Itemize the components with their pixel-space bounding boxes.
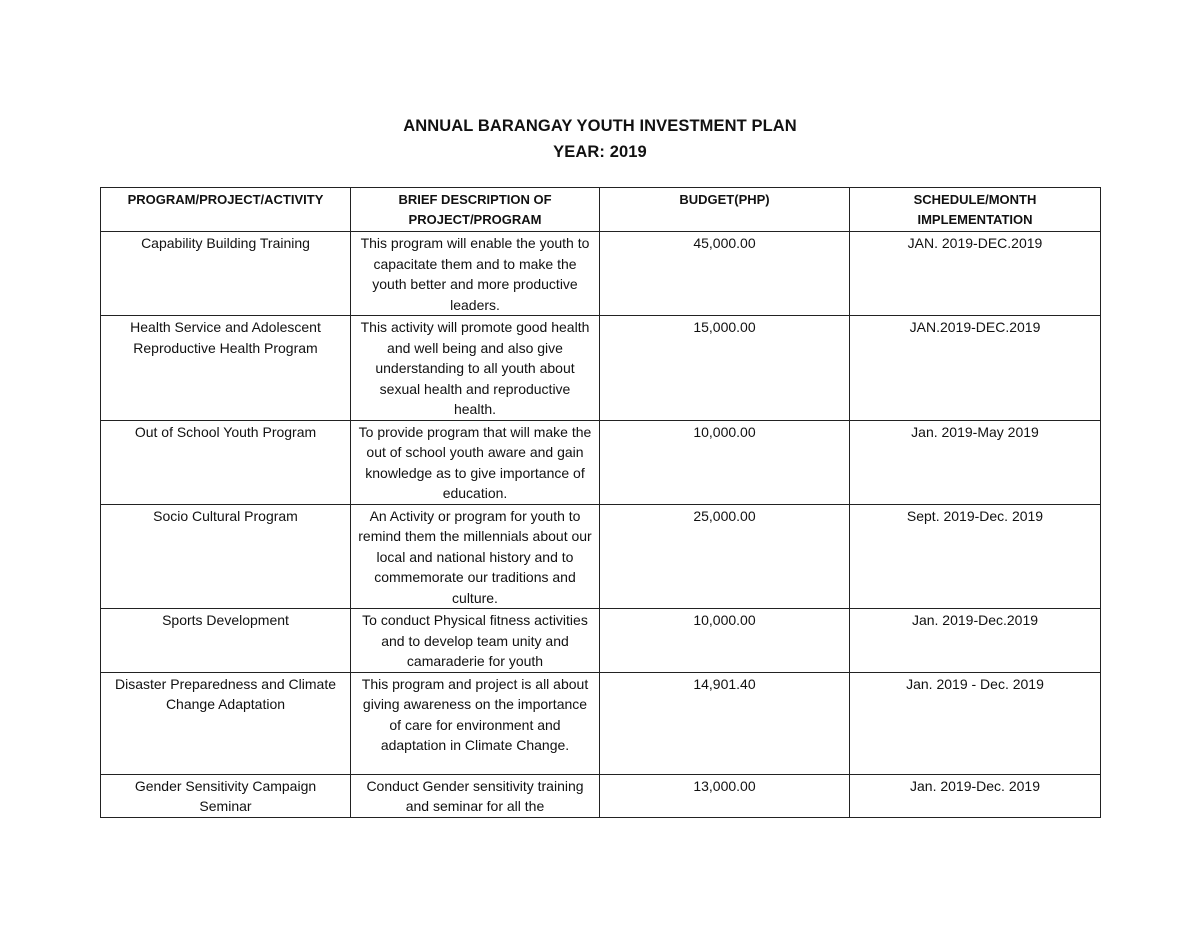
cell-schedule: Jan. 2019-May 2019: [850, 420, 1101, 504]
header-description: BRIEF DESCRIPTION OF PROJECT/PROGRAM: [351, 188, 600, 232]
cell-description: This activity will promote good health and well being and also give understanding to all youth about sexual health and reproductive health.: [351, 316, 600, 421]
cell-program: Gender Sensitivity Campaign Seminar: [101, 774, 351, 817]
cell-description: To provide program that will make the out of school youth aware and gain knowledge as to give importance of education.: [351, 420, 600, 504]
cell-program: Socio Cultural Program: [101, 504, 351, 609]
document-year: YEAR: 2019: [553, 143, 647, 161]
header-program: PROGRAM/PROJECT/ACTIVITY: [101, 188, 351, 232]
cell-schedule: JAN. 2019-DEC.2019: [850, 232, 1101, 316]
cell-description: This program will enable the youth to capacitate them and to make the youth better and more productive leaders.: [351, 232, 600, 316]
cell-program: Out of School Youth Program: [101, 420, 351, 504]
title-block: [0, 113, 1200, 165]
cell-description: An Activity or program for youth to remind them the millennials about our local and national history and to commemorate our traditions and culture.: [351, 504, 600, 609]
cell-description-text: Conduct Gender sensitivity training and seminar for all the: [366, 777, 584, 814]
cell-budget: 45,000.00: [600, 232, 850, 316]
table-row: [101, 316, 1101, 421]
cell-budget: 14,901.40: [600, 672, 850, 774]
cell-schedule: Jan. 2019-Dec. 2019: [850, 774, 1101, 817]
cell-program: Sports Development: [101, 609, 351, 673]
cell-budget: 15,000.00: [600, 316, 850, 421]
header-budget: BUDGET(PHP): [600, 188, 850, 232]
table-row: [101, 672, 1101, 774]
table-row: [101, 420, 1101, 504]
cell-schedule: Jan. 2019 - Dec. 2019: [850, 672, 1101, 774]
table-header-row: [101, 188, 1101, 232]
cell-budget: 10,000.00: [600, 420, 850, 504]
cell-description: To conduct Physical fitness activities and to develop team unity and camaraderie for youth: [351, 609, 600, 673]
cell-program: Capability Building Training: [101, 232, 351, 316]
table-row: [101, 774, 1101, 817]
table-row: [101, 504, 1101, 609]
cell-program: Health Service and Adolescent Reproductive Health Program: [101, 316, 351, 421]
cell-schedule: Sept. 2019-Dec. 2019: [850, 504, 1101, 609]
cell-budget: 10,000.00: [600, 609, 850, 673]
document-title: ANNUAL BARANGAY YOUTH INVESTMENT PLAN: [403, 117, 797, 135]
cell-schedule: JAN.2019-DEC.2019: [850, 316, 1101, 421]
cell-description: This program and project is all about giving awareness on the importance of care for environment and adaptation in Climate Change.: [351, 672, 600, 774]
cell-budget: 13,000.00: [600, 774, 850, 817]
table-row: [101, 232, 1101, 316]
cell-schedule: Jan. 2019-Dec.2019: [850, 609, 1101, 673]
cell-program: Disaster Preparedness and Climate Change Adaptation: [101, 672, 351, 774]
cell-budget: 25,000.00: [600, 504, 850, 609]
cell-description: [351, 774, 600, 817]
header-schedule: SCHEDULE/MONTH IMPLEMENTATION: [850, 188, 1101, 232]
investment-plan-table: [100, 187, 1101, 818]
table-row: [101, 609, 1101, 673]
